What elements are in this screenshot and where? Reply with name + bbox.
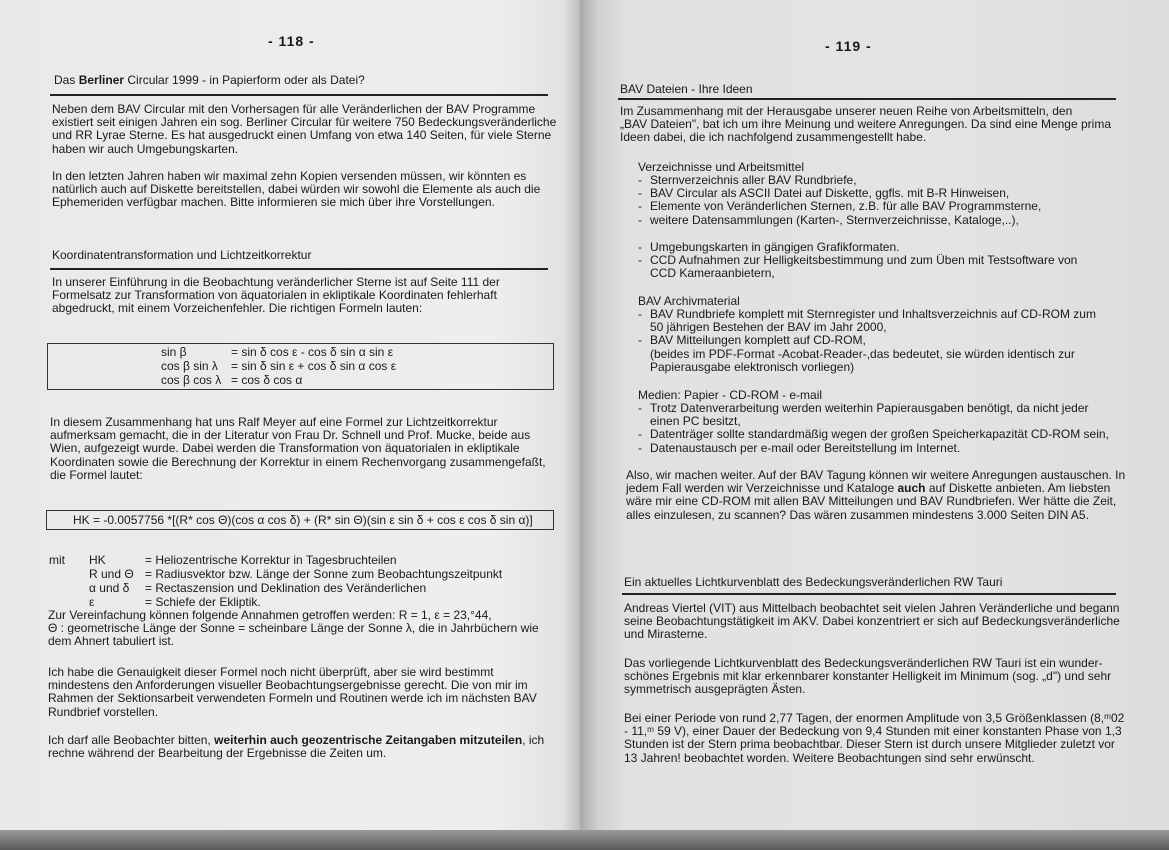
bullet-dash: -	[638, 199, 642, 214]
text-line: haben wir auch Umgebungskarten.	[52, 141, 239, 156]
text-line: Θ : geometrische Länge der Sonne = scheinbare Länge der Sonne λ, die in Jahrbüchern wie	[48, 621, 539, 636]
paragraph	[48, 734, 544, 760]
formula-rhs: = sin δ sin ε + cos δ sin α cos ε	[231, 359, 397, 373]
list-item	[638, 334, 1096, 374]
paragraph	[50, 416, 546, 482]
text-line: natürlich auch auf Diskette bereitstellen, dabei würden wir sowohl die Elemente als auch die	[52, 182, 541, 197]
text-segment: Das	[54, 73, 79, 87]
bullet-dash: -	[638, 173, 642, 187]
text-line: alles einzulesen, zu scannen? Das wären zusammen mindestens 3.000 Seiten DIN A5.	[626, 507, 1089, 522]
definition-term: α und δ	[89, 581, 130, 595]
bullet-dash: -	[638, 333, 642, 348]
bullet-dash: -	[638, 253, 642, 268]
text-line: Datenträger sollte standardmäßig wegen der großen Speicherkapazität CD-ROM sein,	[650, 427, 1109, 442]
text-line: die Formel lautet:	[50, 467, 143, 482]
text-segment: Circular 1999 - in Papierform oder als Datei?	[124, 73, 365, 87]
text-line: CCD Kameraanbietern,	[650, 266, 775, 281]
text-line: Ich habe die Genauigkeit dieser Formel noch nicht überprüft, aber sie wird bestimmt	[48, 665, 494, 679]
bold-text: Berliner	[78, 73, 125, 87]
text-line: (beides im PDF-Format -Acobat-Reader-,das bedeutet, sie würden identisch zur	[650, 346, 1075, 361]
text-line: Rahmen der Sektionsarbeit verwendeten Formeln und Routinen werde ich im nächsten BAV	[48, 691, 537, 706]
text-line: einen PC besitzt,	[650, 414, 741, 429]
paragraph	[624, 602, 1120, 642]
heading-rule	[50, 268, 548, 270]
definition-def: = Radiusvektor bzw. Länge der Sonne zum Beobachtungszeitpunkt	[145, 567, 503, 581]
list-item	[638, 308, 1096, 334]
page-number: - 118 -	[268, 33, 315, 49]
text-line: Stunden ist der Stern prima beobachtbar. Dieser Stern ist durch unsere Mitglieder zuletzt vor	[624, 737, 1115, 752]
formula-rhs: = cos δ cos α	[231, 373, 303, 387]
text-line: aufmerksam gemacht, die in der Literatur von Frau Dr. Schnell und Prof. Mucke, beide aus	[50, 428, 531, 443]
definition-term: ε	[89, 595, 95, 609]
list-item	[638, 214, 1041, 227]
text-line: Trotz Datenverarbeitung werden weiterhin Papierausgaben benötigt, da nicht jeder	[650, 401, 1089, 415]
text-line: Im Zusammenhang mit der Herausgabe unserer neuen Reihe von Arbeitsmitteln, den	[620, 104, 1073, 118]
formula-lhs: cos β cos λ	[161, 373, 222, 387]
bullet-dash: -	[638, 427, 642, 442]
text-line: Sternverzeichnis aller BAV Rundbriefe,	[650, 173, 857, 187]
definition-def: = Schiefe der Ekliptik.	[145, 595, 261, 609]
bullet-list	[638, 241, 1077, 281]
heading-rule	[622, 593, 1116, 595]
text-line: Datenaustausch per e-mail oder Bereitstellung im Internet.	[650, 440, 961, 455]
formula-lhs: sin β	[161, 345, 187, 359]
text-line: In diesem Zusammenhang hat uns Ralf Meyer auf eine Formel zur Lichtzeitkorrektur	[50, 415, 498, 429]
text-line: - 11,ᵐ 59 V), einer Dauer der Bedeckung von 9,4 Stunden mit einer konstanten Phase von 1,3	[624, 724, 1122, 739]
text-line: schönes Ergebnis mit klar erkennbarer konstanter Helligkeit im Minimum (sog. „d") und sehr	[624, 669, 1112, 684]
paragraph	[52, 276, 500, 316]
list-item	[638, 428, 1109, 441]
bullet-list	[638, 174, 1041, 227]
formula-lhs: cos β sin λ	[161, 359, 218, 373]
group-title: Verzeichnisse und Arbeitsmittel	[638, 160, 805, 174]
text-line: BAV Circular als ASCII Datei auf Diskette, ggfls. mit B-R Hinweisen,	[650, 186, 1010, 201]
list-item	[638, 402, 1109, 428]
text-segment: auf Diskette anbieten. Am liebsten	[925, 481, 1111, 496]
text-segment: , ich	[522, 733, 545, 747]
paragraph	[620, 105, 1111, 145]
page-number: - 119 -	[825, 38, 872, 54]
left-page-118	[0, 0, 580, 830]
paragraph	[626, 469, 1125, 522]
text-line: Bei einer Periode von rund 2,77 Tagen, der enormen Amplitude von 3,5 Größenklassen (8,ᵐ02	[624, 711, 1125, 725]
text-line: rechne während der Bearbeitung der Ergebnisse die Zeiten um.	[48, 746, 387, 761]
text-line: dem Ahnert tabuliert ist.	[48, 634, 175, 649]
scanner-edge	[0, 830, 1169, 850]
text-line: symmetrisch ausgeprägten Ästen.	[624, 682, 806, 697]
definition-term: R und Θ	[89, 567, 134, 581]
group-title: Medien: Papier - CD-ROM - e-mail	[638, 388, 823, 402]
formula-rhs: = sin δ cos ε - cos δ sin α sin ε	[231, 345, 394, 359]
text-line: Rundbrief vorstellen.	[48, 704, 159, 719]
formula-box-coordinates	[47, 343, 554, 390]
bullet-list	[638, 402, 1109, 455]
text-line: Elemente von Veränderlichen Sternen, z.B. für alle BAV Programmsterne,	[650, 199, 1042, 214]
paragraph	[624, 712, 1124, 765]
bullet-dash: -	[638, 401, 642, 415]
heading-rule	[618, 98, 1116, 100]
text-line: Also, wir machen weiter. Auf der BAV Tagung können wir weitere Anregungen austauschen. In	[626, 468, 1126, 482]
definition-def: = Rectaszension und Deklination des Veränderlichen	[145, 581, 427, 595]
text-line: weitere Datensammlungen (Karten-, Sternverzeichnisse, Kataloge,..),	[650, 212, 1019, 227]
text-line: Das vorliegende Lichtkurvenblatt des Bedeckungsveränderlichen RW Tauri ist ein wunder-	[624, 656, 1103, 670]
mit-label: mit	[49, 553, 65, 567]
text-line: und Mirasterne.	[624, 627, 708, 642]
text-line: Zur Vereinfachung können folgende Annahmen getroffen werden: R = 1, ε = 23,°44,	[48, 608, 492, 622]
definition-def: = Heliozentrische Korrektur in Tagesbruchteilen	[145, 553, 397, 567]
section-heading-bav-dateien: BAV Dateien - Ihre Ideen	[620, 82, 753, 96]
bold-text: weiterhin auch geozentrische Zeitangaben mitzuteilen	[214, 733, 523, 747]
text-line: „BAV Dateien", bat ich um ihre Meinung und weitere Anregungen. Da sind eine Menge prima	[620, 117, 1111, 132]
text-line: abgedruckt, mit einem Vorzeichenfehler. Die richtigen Formeln lauten:	[52, 301, 423, 316]
text-line: und RR Lyrae Sterne. Es hat ausgedruckt einen Umfang von etwa 140 Seiten, für viele Sterne	[52, 128, 552, 143]
list-item	[638, 200, 1041, 213]
text-line: In den letzten Jahren haben wir maximal zehn Kopien versenden müssen, wir könnten es	[52, 169, 527, 183]
paragraph	[624, 657, 1111, 697]
group-title: BAV Archivmaterial	[638, 294, 740, 308]
text-line: In unserer Einführung in die Beobachtung veränderlicher Sterne ist auf Seite 111 der	[52, 275, 500, 289]
text-line: BAV Mitteilungen komplett auf CD-ROM,	[650, 333, 866, 348]
heading-rule	[50, 94, 548, 96]
paragraph	[52, 103, 556, 156]
text-line: 50 jährigen Bestehen der BAV im Jahr 2000,	[650, 320, 887, 335]
paragraph	[48, 609, 539, 649]
text-line: Ephemeriden verfügbar machen. Bitte informieren sie mich über ihre Vorstellungen.	[52, 195, 495, 210]
bullet-dash: -	[638, 212, 642, 227]
bullet-dash: -	[638, 240, 642, 254]
text-line: seine Beobachtungstätigkeit im AKV. Dabei konzentriert er sich auf Bedeckungsveränderliche	[624, 614, 1120, 629]
paragraph	[48, 666, 537, 719]
text-line: Koordinaten sowie die Berechnung der Korrektur in einem Rechenvorgang zusammengefaßt,	[50, 454, 546, 469]
list-item	[638, 254, 1077, 280]
text-line: wäre mir eine CD-ROM mit allen BAV Mitteilungen und BAV Rundbriefen. Wer hätte die Zeit,	[626, 494, 1117, 509]
definition-term: HK	[89, 553, 106, 567]
section-heading-koordinatentransformation: Koordinatentransformation und Lichtzeitkorrektur	[52, 248, 312, 262]
text-line: mindestens den Anforderungen visueller Beobachtungsergebnisse gerecht. Die von mir im	[48, 678, 528, 693]
text-line: Neben dem BAV Circular mit den Vorhersagen für alle Veränderlichen der BAV Programme	[52, 102, 536, 116]
text-line: BAV Rundbriefe komplett mit Sternregister und Inhaltsverzeichnis auf CD-ROM zum	[650, 307, 1096, 321]
text-line: existiert seit einigen Jahren ein sog. Berliner Circular für weitere 750 Bedeckungsveränderliche	[52, 115, 557, 130]
list-item	[638, 442, 1109, 455]
hk-formula: HK = -0.0057756 *[(R* cos Θ)(cos α cos δ) + (R* sin Θ)(sin ε sin δ + cos ε cos δ sin α)]	[73, 513, 533, 527]
bullet-dash: -	[638, 307, 642, 321]
bullet-list	[638, 308, 1096, 374]
text-line: Ideen dabei, die ich nachfolgend zusammengestellt habe.	[620, 130, 927, 145]
text-segment: jedem Fall werden wir Verzeichnisse und Kataloge	[626, 481, 898, 496]
text-segment: Ich darf alle Beobachter bitten,	[48, 733, 215, 747]
bullet-dash: -	[638, 186, 642, 201]
bold-text: auch	[897, 481, 926, 496]
text-line: Formelsatz zur Transformation von äquatorialen in ekliptikale Koordinaten fehlerhaft	[52, 288, 497, 303]
text-line: Andreas Viertel (VIT) aus Mittelbach beobachtet seit vielen Jahren Veränderliche und begann	[624, 601, 1120, 615]
formula-box-hk	[46, 510, 554, 530]
text-line: Wien, aufgezeigt wurde. Dabei werden die Transformation von äquatorialen in ekliptikale	[50, 441, 520, 456]
text-line: 13 Jahren! beobachtet worden. Weitere Beobachtungen sind sehr erwünscht.	[624, 750, 1035, 765]
bullet-dash: -	[638, 440, 642, 455]
paragraph	[52, 170, 540, 210]
right-page-119	[580, 0, 1169, 830]
text-line: CCD Aufnahmen zur Helligkeitsbestimmung und zum Üben mit Testsoftware von	[650, 253, 1078, 268]
text-line: Umgebungskarten in gängigen Grafikformaten.	[650, 240, 900, 254]
text-line: Papierausgabe elektronisch vorliegen)	[650, 359, 855, 374]
section-heading-berliner-circular	[54, 74, 365, 87]
section-heading-rw-tauri: Ein aktuelles Lichtkurvenblatt des Bedeckungsveränderlichen RW Tauri	[624, 575, 1003, 589]
